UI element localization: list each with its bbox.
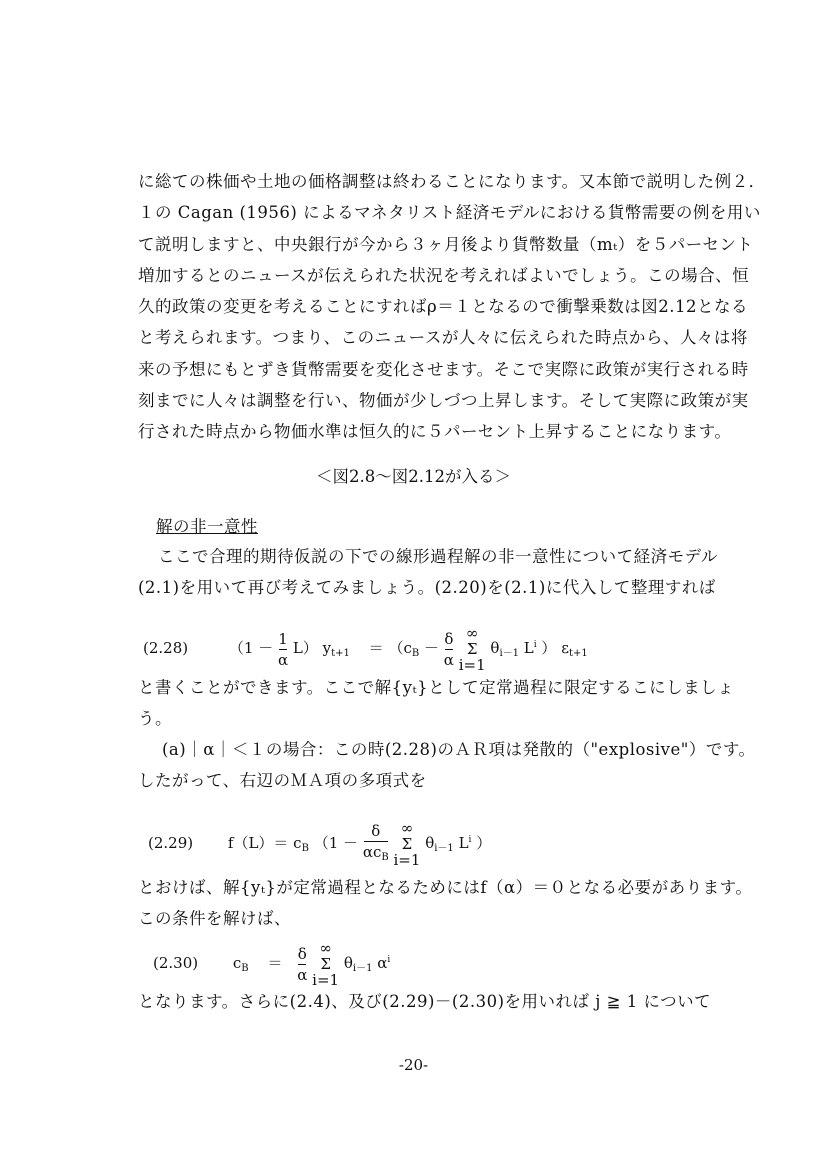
subscript: B: [411, 648, 420, 659]
superscript: i: [387, 955, 391, 965]
eq-term: f（L）＝ c: [227, 834, 302, 852]
eq-term: L: [458, 834, 469, 852]
sum-symbol: Σ: [320, 955, 331, 973]
subscript: i－1: [434, 843, 454, 854]
fraction-numerator: δ: [297, 944, 307, 963]
eq-term: θ: [490, 639, 500, 657]
text-line: に総ての株価や土地の価格調整は終わることになります。又本節で説明した例２．: [138, 172, 766, 191]
eq-term: α: [377, 954, 388, 972]
subscript: B: [381, 851, 389, 863]
equation-label: (2.30): [153, 954, 199, 972]
sum-lower: i=1: [312, 971, 340, 989]
eq-term: θ: [425, 834, 435, 852]
superscript: i: [468, 835, 472, 845]
fraction-denominator: α: [277, 650, 289, 669]
text-line: ここで合理的期待仮説の下での線形過程解の非一意性について経済モデル: [158, 547, 718, 566]
summation: [459, 625, 486, 673]
text-line: 刻までに人々は調整を行い、物価が少しづつ上昇します。そして実際に政策が実: [138, 391, 749, 410]
fraction-numerator: 1: [278, 629, 288, 648]
text-line: したがって、右辺のＭＡ項の多項式を: [138, 771, 427, 790]
sum-symbol: Σ: [401, 835, 413, 853]
text-line: (2.1)を用いて再び考えてみましょう。(2.20)を(2.1)に代入して整理すれば: [138, 578, 716, 597]
subscript: B: [301, 843, 309, 854]
fraction: [278, 629, 288, 670]
text-line: う。: [138, 709, 172, 728]
text-line: と考えられます。つまり、このニュースが人々に伝えられた時点から、人々は将: [138, 328, 748, 347]
equation-label: (2.28): [143, 639, 189, 657]
eq-term: θ: [343, 954, 353, 972]
superscript: i: [533, 640, 537, 650]
text-line: とおけば、解{yₜ}が定常過程となるためにはf（α）＝０となる必要があります。: [138, 878, 753, 897]
equation-2-30: [153, 940, 390, 988]
sum-upper: ∞: [319, 939, 332, 957]
text-line: １の Cagan (1956) によるマネタリスト経済モデルにおける貨幣需要の例を用い: [138, 203, 761, 222]
eq-term: （1 －: [313, 834, 359, 852]
equation-label: (2.29): [148, 834, 194, 852]
sum-symbol: Σ: [466, 640, 478, 658]
fraction-denominator: [363, 842, 389, 868]
equation-2-28: [143, 625, 588, 673]
text-line: 行された時点から物価水準は恒久的に５パーセント上昇することになります。: [138, 422, 732, 441]
page-number: -20-: [398, 1056, 429, 1074]
section-title: 解の非一意性: [156, 517, 258, 536]
text-line: この条件を解けば、: [138, 909, 291, 928]
eq-term: L: [523, 639, 534, 657]
sum-lower: i=1: [458, 656, 486, 674]
fraction: [444, 629, 454, 670]
eq-term: ）: [476, 834, 492, 852]
figure-note: ＜図2.8～図2.12が入る＞: [316, 467, 511, 486]
eq-term: ＝ （c: [368, 639, 412, 657]
eq-term: ） ε: [541, 639, 569, 657]
sum-upper: ∞: [400, 819, 414, 837]
summation: [312, 940, 339, 988]
eq-term: （1 －: [228, 639, 274, 657]
equation-2-29: [148, 820, 491, 868]
text-line: となります。さらに(2.4)、及び(2.29)－(2.30)を用いれば j ≧ 1 について: [138, 992, 712, 1011]
fraction-numerator: δ: [371, 821, 381, 840]
text-line: と書くことができます。ここで解{yₜ}として定常過程に限定するこにしましょ: [138, 678, 735, 697]
fraction-numerator: δ: [444, 629, 454, 648]
text-line: 来の予想にもとずき貨幣需要を変化させます。そこで実際に政策が実行される時: [138, 360, 749, 379]
fraction: [363, 821, 389, 868]
text-line: 久的政策の変更を考えることにすればρ＝１となるので衝撃乗数は図2.12となる: [138, 297, 748, 316]
denominator-text: αc: [362, 842, 382, 861]
text-line: 増加するとのニュースが伝えられた状況を考えればよいでしょう。この場合、恒: [138, 266, 750, 285]
summation: [393, 820, 420, 868]
eq-term: －: [423, 639, 439, 657]
subscript: i－1: [499, 648, 519, 659]
eq-term: ＝: [267, 954, 283, 972]
text-line: て説明しますと、中央銀行が今から３ヶ月後より貨幣数量（mₜ）を５パーセント: [138, 235, 754, 254]
sum-upper: ∞: [465, 624, 479, 642]
subscript: i－1: [352, 963, 373, 974]
eq-term: L） y: [292, 639, 332, 657]
subscript: t+1: [568, 648, 588, 659]
fraction: [297, 944, 307, 985]
eq-term: c: [232, 954, 242, 972]
text-line: (a)｜α｜＜１の場合：この時(2.28)のＡＲ項は発散的（"explosive"）です。: [162, 740, 756, 759]
fraction-denominator: α: [297, 965, 308, 984]
fraction-denominator: α: [443, 650, 454, 669]
sum-lower: i=1: [393, 851, 421, 869]
subscript: t+1: [331, 648, 350, 659]
subscript: B: [241, 963, 249, 974]
